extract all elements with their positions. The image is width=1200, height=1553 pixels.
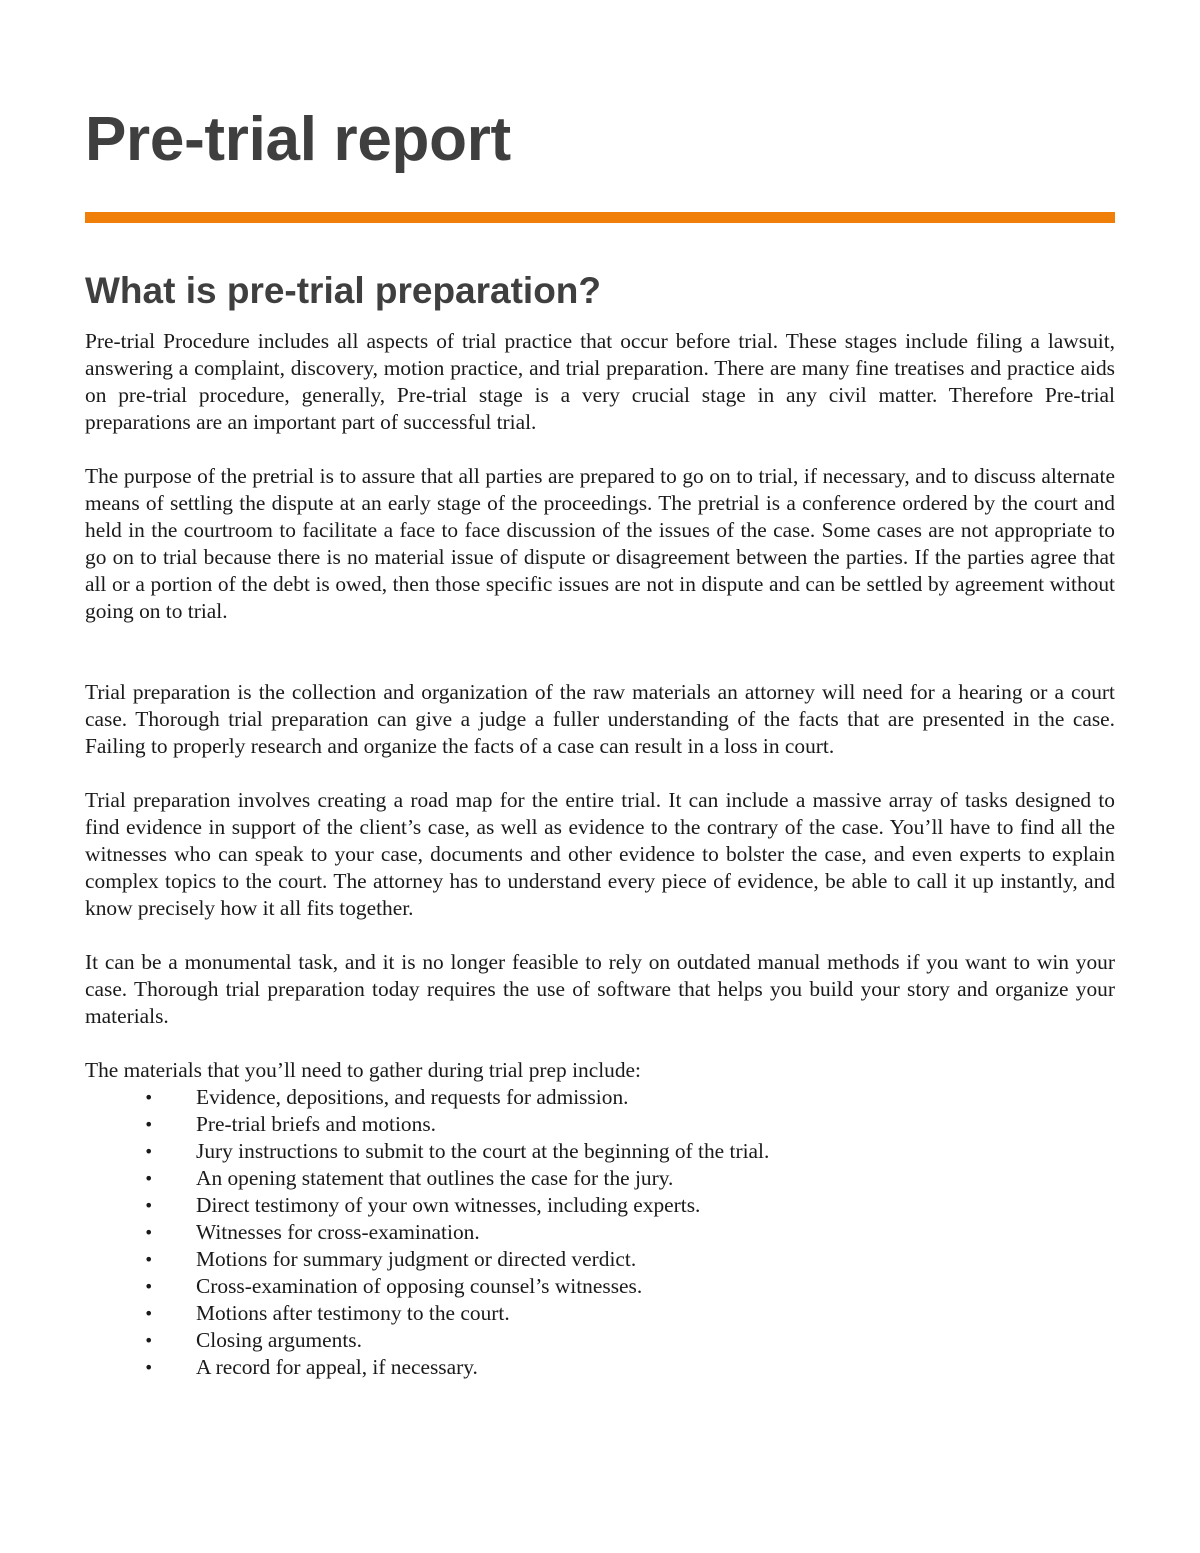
list-item-text: Direct testimony of your own witnesses, including experts. [196, 1193, 701, 1217]
document-body [85, 100, 1115, 1381]
bullet-icon: • [144, 1304, 154, 1323]
bullet-icon: • [144, 1331, 154, 1350]
bullet-icon: • [144, 1358, 154, 1377]
list-item [85, 1111, 1115, 1138]
list-item [85, 1219, 1115, 1246]
list-item [85, 1138, 1115, 1165]
bullet-icon: • [144, 1169, 154, 1188]
document-title: Pre-trial report [85, 105, 511, 174]
list-item-text: Motions for summary judgment or directed verdict. [196, 1247, 637, 1271]
bullet-icon: • [144, 1277, 154, 1296]
list-item-text: Motions after testimony to the court. [196, 1301, 510, 1325]
list-item [85, 1273, 1115, 1300]
list-item-text: Evidence, depositions, and requests for admission. [196, 1085, 629, 1109]
list-item-text: Witnesses for cross-examination. [196, 1220, 480, 1244]
paragraph-purpose-of-pretrial: The purpose of the pretrial is to assure that all parties are prepared to go on to trial, if necessary, and to discuss alternate means of settling the dispute at an early stage of the proceedings. The pretrial is a conference ordered by the court and held in the courtroom to facilitate a face to face discussion of the issues of the case. Some cases are not appropriate to go on to trial because there is no material issue of dispute or disagreement between the parties. If the parties agree that all or a portion of the debt is owed, then those specific issues are not in dispute and can be settled by agreement without going on to trial. [85, 464, 1115, 623]
bullet-icon: • [144, 1142, 154, 1161]
list-item [85, 1192, 1115, 1219]
paragraph-monumental-task: It can be a monumental task, and it is no longer feasible to rely on outdated manual methods if you want to win your case. Thorough trial preparation today requires the use of software that helps you build your story and organize your materials. [85, 950, 1115, 1028]
title-divider [85, 212, 1115, 223]
list-item [85, 1354, 1115, 1381]
list-item [85, 1327, 1115, 1354]
bullet-icon: • [144, 1250, 154, 1269]
paragraph-pretrial-procedure: Pre-trial Procedure includes all aspects of trial practice that occur before trial. These stages include filing a lawsuit, answering a complaint, discovery, motion practice, and trial preparation. There are many fine treatises and practice aids on pre-trial procedure, generally, Pre-trial stage is a very crucial stage in any civil matter. Therefore Pre-trial preparations are an important part of successful trial. [85, 329, 1115, 434]
bullet-icon: • [144, 1223, 154, 1242]
paragraph-road-map: Trial preparation involves creating a road map for the entire trial. It can include a massive array of tasks designed to find evidence in support of the client’s case, as well as evidence to the contrary of the case. You’ll have to find all the witnesses who can speak to your case, documents and other evidence to bolster the case, and even experts to explain complex topics to the court. The attorney has to understand every piece of evidence, be able to call it up instantly, and know precisely how it all fits together. [85, 788, 1115, 920]
bullet-icon: • [144, 1196, 154, 1215]
list-item-text: Pre-trial briefs and motions. [196, 1112, 436, 1136]
list-item-text: A record for appeal, if necessary. [196, 1355, 478, 1379]
list-item-text: An opening statement that outlines the case for the jury. [196, 1166, 674, 1190]
bullet-icon: • [144, 1115, 154, 1134]
list-item [85, 1246, 1115, 1273]
materials-list [85, 1084, 1115, 1381]
paragraph-materials-intro: The materials that you’ll need to gather during trial prep include: [85, 1058, 641, 1082]
list-item [85, 1165, 1115, 1192]
bullet-icon: • [144, 1088, 154, 1107]
section-heading: What is pre-trial preparation? [85, 270, 602, 311]
list-item [85, 1084, 1115, 1111]
paragraph-trial-preparation: Trial preparation is the collection and organization of the raw materials an attorney will need for a hearing or a court case. Thorough trial preparation can give a judge a fuller understanding of the facts that are presented in the case. Failing to properly research and organize the facts of a case can result in a loss in court. [85, 680, 1115, 758]
list-item-text: Closing arguments. [196, 1328, 362, 1352]
list-item-text: Jury instructions to submit to the court at the beginning of the trial. [196, 1139, 770, 1163]
list-item [85, 1300, 1115, 1327]
list-item-text: Cross-examination of opposing counsel’s witnesses. [196, 1274, 643, 1298]
